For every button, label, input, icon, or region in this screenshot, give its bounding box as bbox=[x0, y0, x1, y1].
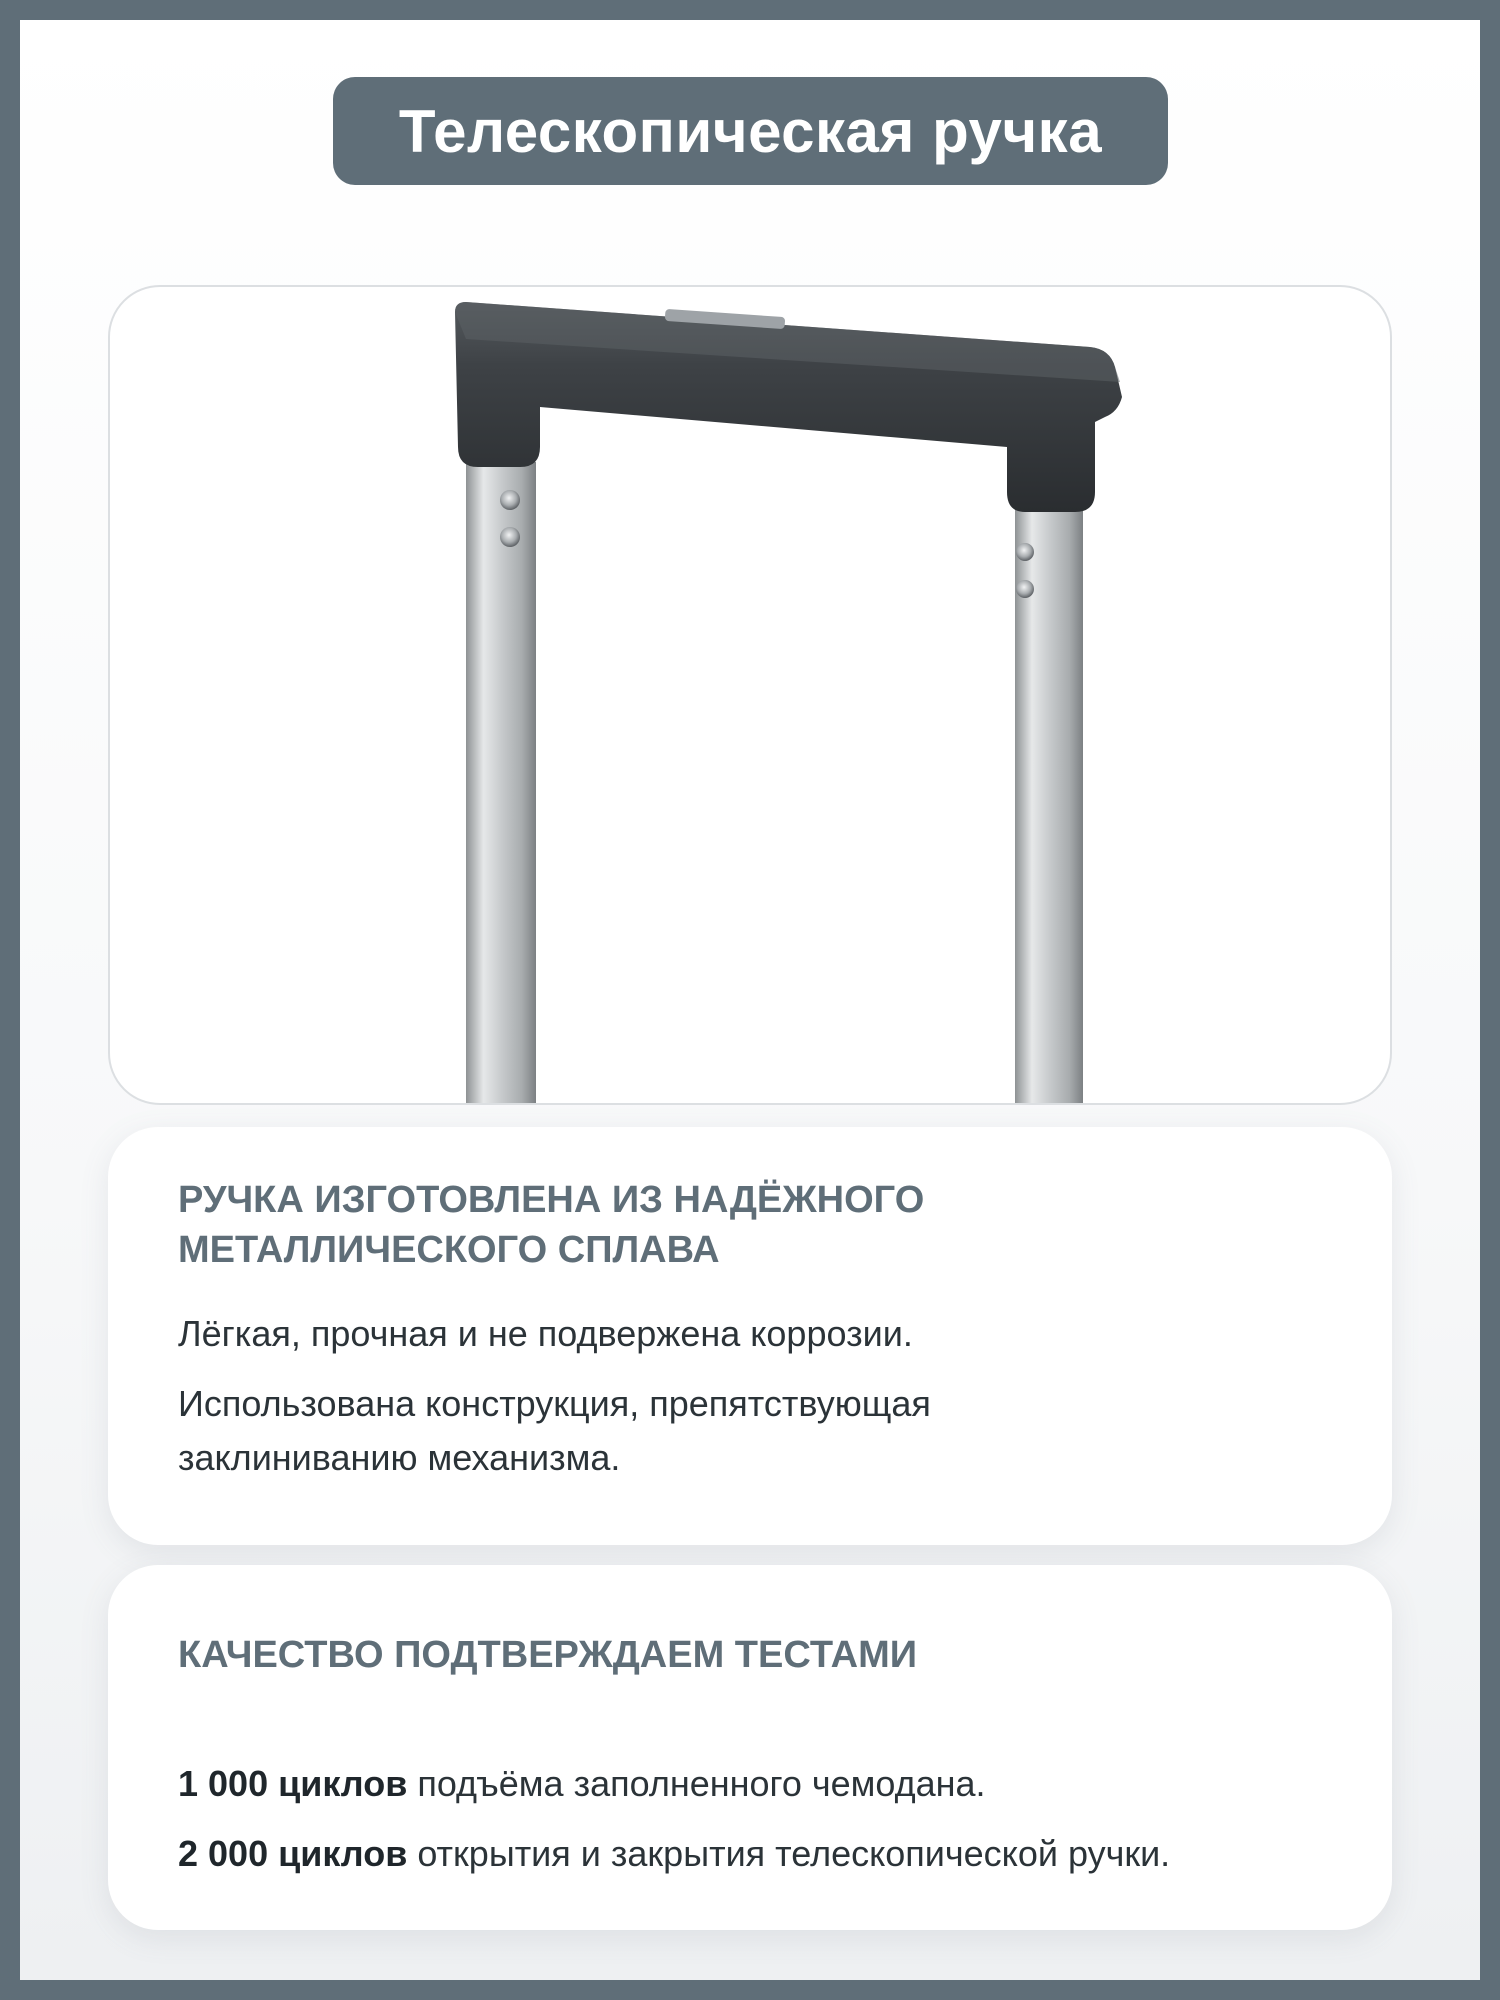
title-banner bbox=[333, 77, 1168, 185]
quality-tests-card bbox=[108, 1565, 1392, 1930]
material-paragraph-2-line2: заклиниванию механизма. bbox=[178, 1437, 621, 1478]
test-item-open-close-text: открытия и закрытия телескопической ручки. bbox=[407, 1833, 1171, 1874]
material-info-card bbox=[108, 1127, 1392, 1545]
quality-heading: КАЧЕСТВО ПОДТВЕРЖДАЕМ ТЕСТАМИ bbox=[178, 1634, 918, 1676]
page-frame bbox=[20, 20, 1480, 1980]
page-title: Телескопическая ручка bbox=[398, 97, 1103, 165]
product-photo-card bbox=[108, 285, 1392, 1105]
test-item-lift bbox=[178, 1757, 1328, 1811]
material-heading-line1: РУЧКА ИЗГОТОВЛЕНА ИЗ НАДЁЖНОГО bbox=[178, 1179, 925, 1221]
left-tube bbox=[466, 462, 536, 1105]
material-heading-line2: МЕТАЛЛИЧЕСКОГО СПЛАВА bbox=[178, 1229, 720, 1271]
material-paragraph-2-line1: Использована конструкция, препятствующая bbox=[178, 1383, 931, 1424]
material-paragraph-1: Лёгкая, прочная и не подвержена коррозии. bbox=[178, 1313, 913, 1354]
test-item-open-close-count: 2 000 циклов bbox=[178, 1833, 408, 1874]
material-heading bbox=[178, 1175, 1278, 1275]
test-item-lift-text: подъёма заполненного чемодана. bbox=[407, 1763, 986, 1804]
test-item-lift-count: 1 000 циклов bbox=[178, 1763, 408, 1804]
test-item-open-close bbox=[178, 1827, 1328, 1881]
screw-icon bbox=[500, 490, 520, 510]
screw-icon bbox=[1016, 580, 1034, 598]
screw-icon bbox=[1016, 543, 1034, 561]
telescopic-handle-image bbox=[110, 287, 1392, 1105]
screw-icon bbox=[500, 527, 520, 547]
material-paragraph-2 bbox=[178, 1377, 1328, 1485]
